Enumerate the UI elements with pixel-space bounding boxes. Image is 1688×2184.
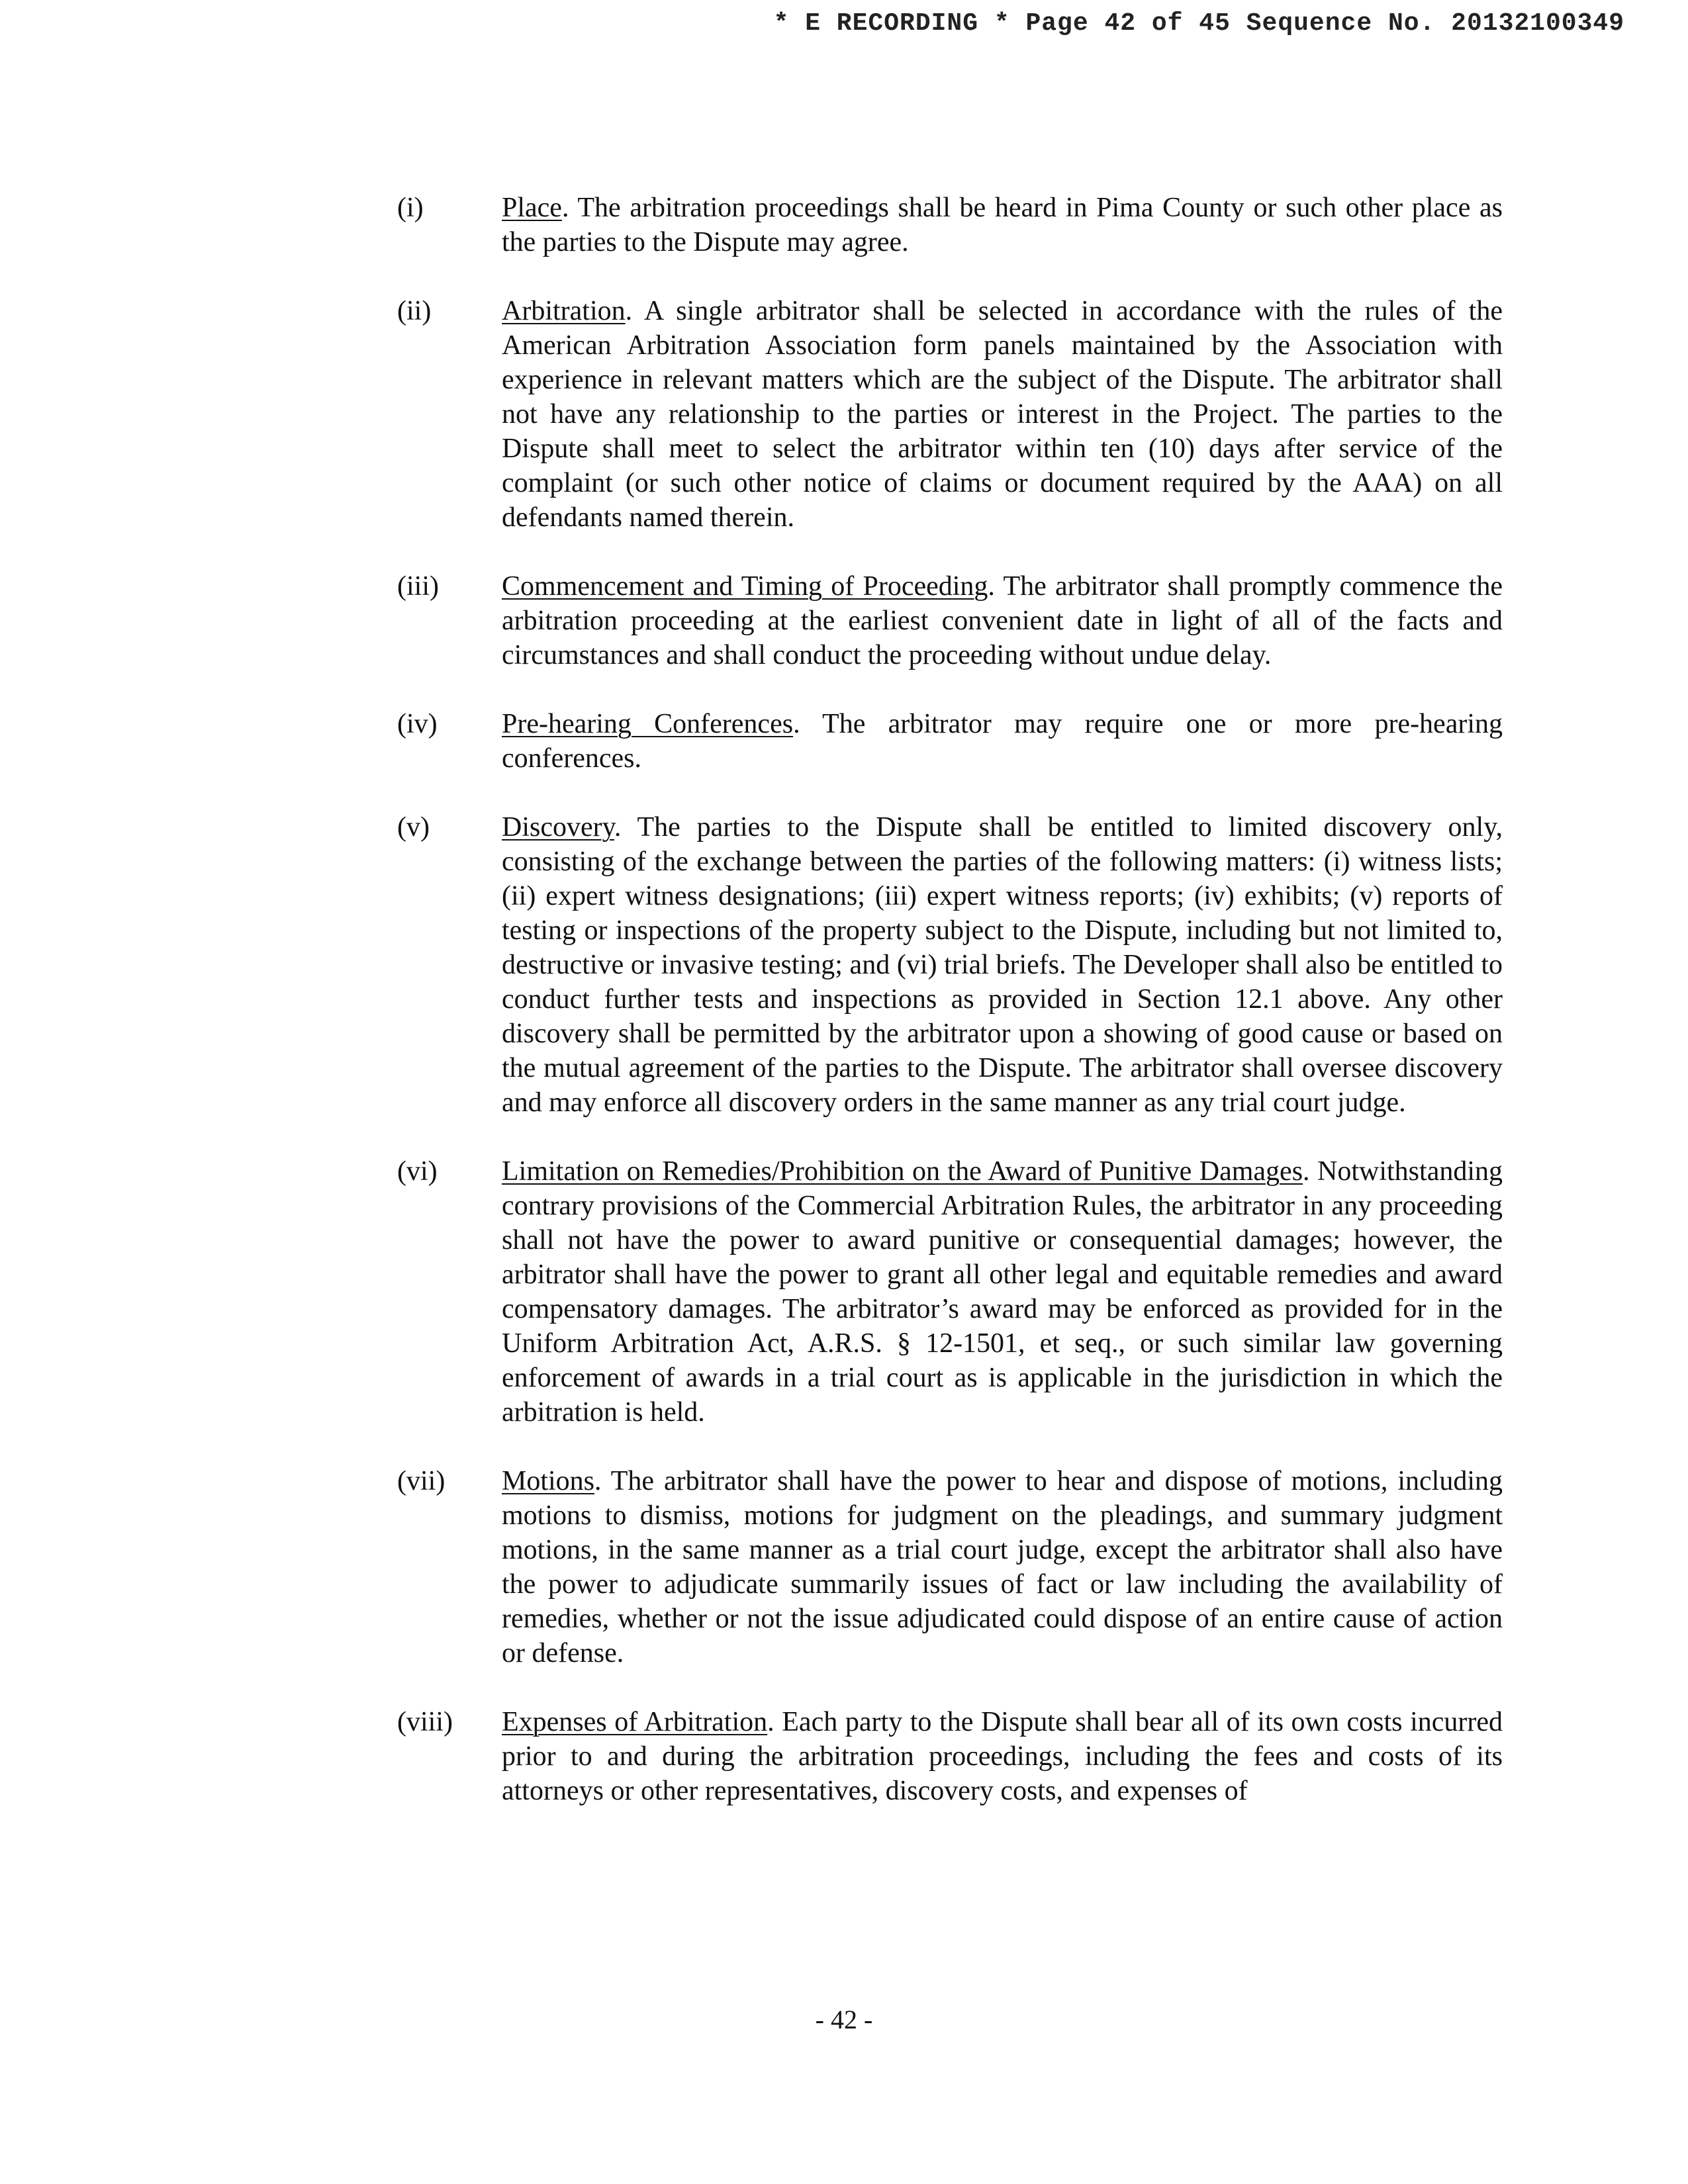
page-number: - 42 - bbox=[815, 2005, 873, 2034]
provision-body: The arbitrator shall have the power to hear and dispose of motions, including motions to dismiss, motions for judgment on the pleadings, and summary judgment motions, in the same manner as a trial court judge, except the arbitrator shall also have the power to adjudicate summarily issues of fact or law including the availability of remedies, whether or not the issue adjudicated could dispose of an entire cause of action or defense. bbox=[502, 1466, 1503, 1668]
provision-title: Arbitration bbox=[502, 296, 626, 326]
provision-item bbox=[397, 569, 1503, 672]
provision-number: (vii) bbox=[397, 1466, 445, 1496]
provision-text: Expenses of Arbitration. Each party to the Dispute shall bear all of its own costs incurred prior to and during the arbitration proceedings, including the fees and costs of its attorneys or other representatives, discovery costs, and expenses of bbox=[502, 1707, 1503, 1806]
provision-item bbox=[397, 1464, 1503, 1670]
provision-number: (vi) bbox=[397, 1156, 438, 1187]
provision-text: Limitation on Remedies/Prohibition on the Award of Punitive Damages. Notwithstanding contrary provisions of the Commercial Arbitration Rules, the arbitrator in any proceeding shall not have the power to award punitive or consequential damages; however, the arbitrator shall have the power to grant all other legal and equitable remedies and award compensatory damages. The arbitrator’s award may be enforced as provided for in the Uniform Arbitration Act, A.R.S. § 12-1501, et seq., or such similar law governing enforcement of awards in a trial court as is applicable in the jurisdiction in which the arbitration is held. bbox=[502, 1156, 1503, 1428]
provision-body: The arbitrator may require one or more pre-hearing conferences. bbox=[502, 709, 1503, 774]
provision-body: Notwithstanding contrary provisions of the Commercial Arbitration Rules, the arbitrator in any proceeding shall not have the power to award punitive or consequential damages; however, the arbitrator shall have the power to grant all other legal and equitable remedies and award compensatory damages. The arbitrator’s award may be enforced as provided for in the Uniform Arbitration Act, A.R.S. § 12-1501, et seq., or such similar law governing enforcement of awards in a trial court as is applicable in the jurisdiction in which the arbitration is held. bbox=[502, 1156, 1503, 1428]
provision-body: The arbitrator shall promptly commence the arbitration proceeding at the earliest convenient date in light of all of the facts and circumstances and shall conduct the proceeding without undue delay. bbox=[502, 571, 1503, 670]
provision-number: (v) bbox=[397, 812, 430, 842]
provision-body: Each party to the Dispute shall bear all of its own costs incurred prior to and during the arbitration proceedings, including the fees and costs of its attorneys or other representatives, discovery costs, and expenses of bbox=[502, 1707, 1503, 1806]
provision-body: A single arbitrator shall be selected in accordance with the rules of the American Arbitration Association form panels maintained by the Association with experience in relevant matters which are the subject of the Dispute. The arbitrator shall not have any relationship to the parties or interest in the Project. The parties to the Dispute shall meet to select the arbitrator within ten (10) days after service of the complaint (or such other notice of claims or document required by the AAA) on all defendants named therein. bbox=[502, 296, 1503, 533]
provision-item bbox=[397, 810, 1503, 1120]
provision-title: Discovery bbox=[502, 812, 614, 842]
provision-title: Place bbox=[502, 193, 562, 223]
provision-item bbox=[397, 294, 1503, 535]
provision-title: Limitation on Remedies/Prohibition on the Award of Punitive Damages bbox=[502, 1156, 1303, 1187]
provision-text: Motions. The arbitrator shall have the power to hear and dispose of motions, including motions to dismiss, motions for judgment on the pleadings, and summary judgment motions, in the same manner as a trial court judge, except the arbitrator shall also have the power to adjudicate summarily issues of fact or law including the availability of remedies, whether or not the issue adjudicated could dispose of an entire cause of action or defense. bbox=[502, 1466, 1503, 1668]
provision-body: The parties to the Dispute shall be entitled to limited discovery only, consisting of the exchange between the parties of the following matters: (i) witness lists; (ii) expert witness designations; (iii) expert witness reports; (iv) exhibits; (v) reports of testing or inspections of the property subject to the Dispute, including but not limited to, destructive or invasive testing; and (vi) trial briefs. The Developer shall also be entitled to conduct further tests and inspections as provided in Section 12.1 above. Any other discovery shall be permitted by the arbitrator upon a showing of good cause or based on the mutual agreement of the parties to the Dispute. The arbitrator shall oversee discovery and may enforce all discovery orders in the same manner as any trial court judge. bbox=[502, 812, 1503, 1118]
provision-title: Commencement and Timing of Proceeding bbox=[502, 571, 988, 602]
provision-number: (ii) bbox=[397, 296, 432, 326]
provision-number: (iv) bbox=[397, 709, 438, 739]
provision-text: Pre-hearing Conferences. The arbitrator may require one or more pre-hearing conferences. bbox=[502, 709, 1503, 774]
provision-title: Motions bbox=[502, 1466, 595, 1496]
provision-body: The arbitration proceedings shall be heard in Pima County or such other place as the parties to the Dispute may agree. bbox=[502, 193, 1503, 257]
provision-text: Discovery. The parties to the Dispute shall be entitled to limited discovery only, consisting of the exchange between the parties of the following matters: (i) witness lists; (ii) expert witness designations; (iii) expert witness reports; (iv) exhibits; (v) reports of testing or inspections of the property subject to the Dispute, including but not limited to, destructive or invasive testing; and (vi) trial briefs. The Developer shall also be entitled to conduct further tests and inspections as provided in Section 12.1 above. Any other discovery shall be permitted by the arbitrator upon a showing of good cause or based on the mutual agreement of the parties to the Dispute. The arbitrator shall oversee discovery and may enforce all discovery orders in the same manner as any trial court judge. bbox=[502, 812, 1503, 1118]
provision-title: Pre-hearing Conferences bbox=[502, 709, 794, 739]
provision-item bbox=[397, 1154, 1503, 1430]
provision-item bbox=[397, 1705, 1503, 1808]
provision-title: Expenses of Arbitration bbox=[502, 1707, 768, 1737]
provision-number: (i) bbox=[397, 193, 424, 223]
provision-number: (viii) bbox=[397, 1707, 453, 1737]
provision-text: Arbitration. A single arbitrator shall be selected in accordance with the rules of the American Arbitration Association form panels maintained by the Association with experience in relevant matters which are the subject of the Dispute. The arbitrator shall not have any relationship to the parties or interest in the Project. The parties to the Dispute shall meet to select the arbitrator within ten (10) days after service of the complaint (or such other notice of claims or document required by the AAA) on all defendants named therein. bbox=[502, 296, 1503, 533]
provision-item bbox=[397, 191, 1503, 259]
provision-item bbox=[397, 707, 1503, 776]
recording-header: * E RECORDING * Page 42 of 45 Sequence No. 20132100349 bbox=[773, 9, 1624, 38]
provision-text: Commencement and Timing of Proceeding. The arbitrator shall promptly commence the arbitration proceeding at the earliest convenient date in light of all of the facts and circumstances and shall conduct the proceeding without undue delay. bbox=[502, 571, 1503, 670]
provision-number: (iii) bbox=[397, 571, 439, 602]
provision-text: Place. The arbitration proceedings shall be heard in Pima County or such other place as the parties to the Dispute may agree. bbox=[502, 193, 1503, 257]
arbitration-provisions-list bbox=[397, 191, 1503, 1843]
